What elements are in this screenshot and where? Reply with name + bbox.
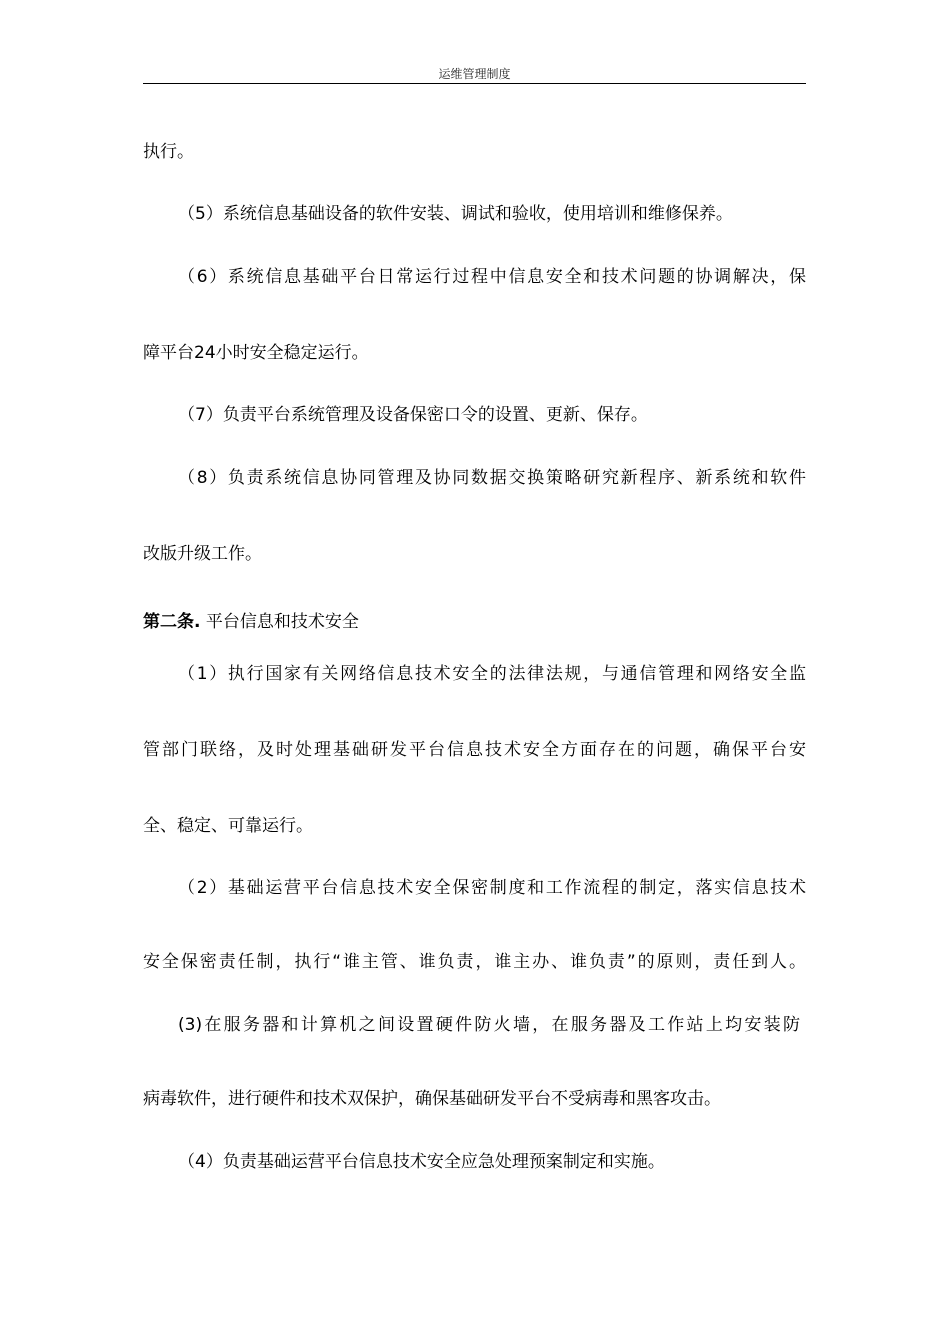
header-divider [143, 83, 806, 84]
text-line: 安全保密责任制，执行“谁主管、谁负责，谁主办、谁负责”的原则，责任到人。 [143, 952, 806, 972]
text-line: 改版升级工作。 [143, 544, 262, 564]
article-heading [143, 610, 806, 634]
article-number: 第二条. [143, 612, 201, 632]
text-line: （7）负责平台系统管理及设备保密口令的设置、更新、保存。 [178, 405, 648, 425]
text-line: （1）执行国家有关网络信息技术安全的法律法规，与通信管理和网络安全监 [178, 664, 806, 684]
text-line: (3)在服务器和计算机之间设置硬件防火墙，在服务器及工作站上均安装防 [178, 1015, 800, 1035]
text-line: （5）系统信息基础设备的软件安装、调试和验收，使用培训和维修保养。 [178, 204, 733, 224]
article-title: 平台信息和技术安全 [205, 612, 359, 632]
text-line: 执行。 [143, 142, 194, 162]
text-line: 障平台24小时安全稳定运行。 [143, 343, 369, 363]
text-line: 管部门联络，及时处理基础研发平台信息技术安全方面存在的问题，确保平台安 [143, 740, 806, 760]
text-line: （8）负责系统信息协同管理及协同数据交换策略研究新程序、新系统和软件 [178, 468, 806, 488]
page-header-title: 运维管理制度 [438, 67, 511, 81]
text-line: （2）基础运营平台信息技术安全保密制度和工作流程的制定，落实信息技术 [178, 878, 806, 898]
text-line: （6）系统信息基础平台日常运行过程中信息安全和技术问题的协调解决，保 [178, 267, 806, 287]
text-line: 病毒软件，进行硬件和技术双保护，确保基础研发平台不受病毒和黑客攻击。 [143, 1089, 721, 1109]
text-line: （4）负责基础运营平台信息技术安全应急处理预案制定和实施。 [178, 1152, 665, 1172]
text-line: 全、稳定、可靠运行。 [143, 816, 313, 836]
